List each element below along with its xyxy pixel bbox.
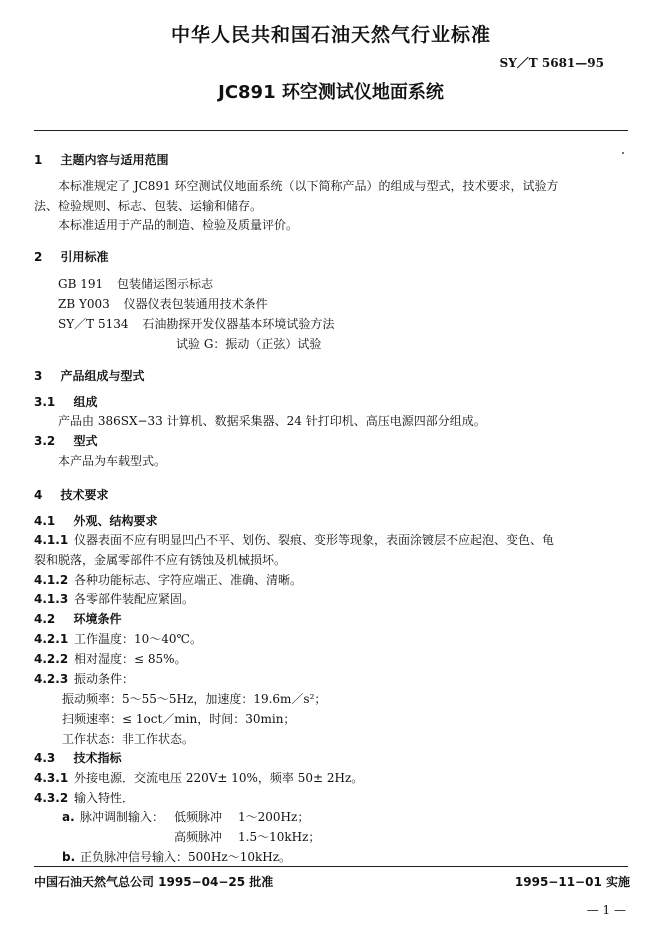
clause-text: 输入特性． [74,791,135,805]
implementation-line: 1995−11−01 实施 [514,875,630,889]
section-number: 4 [34,488,43,502]
reference-name: 石油勘探开发仪器基本环境试验方法 [142,317,335,331]
standard-title: 中华人民共和国石油天然气行业标准 [170,24,491,46]
subsection-title: 型式 [73,434,98,448]
reference-code: GB 191 [58,277,104,291]
item-text: 正负脉冲信号输入：500Hz～10kHz。 [80,850,292,864]
clause-number: 4.3.1 [34,771,69,785]
subsection-4-3-heading [34,749,121,766]
paragraph: 裂和脱落，金属零部件不应有锈蚀及机械损坏。 [34,553,287,567]
clause-text: 各种功能标志、字符应端正、准确、清晰。 [74,573,303,587]
subsection-number: 3.1 [34,395,56,409]
clause-number: 4.2.3 [34,672,69,686]
vibration-line: 工作状态：非工作状态。 [62,732,195,746]
reference-item [58,295,268,312]
low-freq-label: 低频脉冲 [174,810,223,824]
clause-4-3-2 [34,789,134,806]
reference-name: 包装储运图示标志 [116,277,213,291]
section-4-heading [34,486,109,503]
high-freq-label: 高频脉冲 [174,830,223,844]
clause-number: 4.2.2 [34,652,69,666]
item-label: b. [62,850,76,864]
section-number: 3 [34,369,43,383]
section-number: 2 [34,250,43,264]
section-3-heading [34,367,145,384]
subsection-title: 外观、结构要求 [73,514,158,528]
section-title: 引用标准 [60,250,109,264]
clause-4-1-1 [34,531,554,548]
clause-text: 振动条件： [74,672,135,686]
standard-code: SY／T 5681—95 [499,56,604,70]
subsection-title: 组成 [73,395,98,409]
subsection-number: 4.3 [34,751,56,765]
clause-text: 相对湿度：≤ 85%。 [74,652,187,666]
paragraph: 本产品为车载型式。 [58,454,167,468]
subsection-number: 3.2 [34,434,56,448]
input-item-a [62,808,164,825]
subsection-4-2-heading [34,610,121,627]
scan-speck [622,152,624,154]
subsection-number: 4.2 [34,612,56,626]
clause-4-1-3 [34,590,194,607]
reference-item [58,315,334,332]
item-label: a. [62,810,75,824]
clause-4-2-3 [34,670,134,687]
clause-number: 4.1.3 [34,592,69,606]
document-title: JC891 环空测试仪地面系统 [218,82,444,103]
reference-code: SY／T 5134 [58,317,129,331]
header-rule [34,130,628,131]
subsection-4-1-heading [34,512,157,529]
section-title: 技术要求 [60,488,109,502]
footer-rule [34,866,628,867]
clause-4-2-1 [34,630,202,647]
vibration-line: 扫频速率：≤ 1oct／min，时间：30min； [62,712,296,726]
paragraph: 产品由 386SX−33 计算机、数据采集器、24 针打印机、高压电源四部分组成。 [58,414,486,428]
section-title: 产品组成与型式 [60,369,145,383]
clause-4-3-1 [34,769,363,786]
low-freq-value: 1～200Hz； [238,810,310,824]
paragraph: 本标准适用于产品的制造、检验及质量评价。 [58,218,299,232]
page-number: — 1 — [586,903,626,917]
vibration-line: 振动频率：5～55～5Hz，加速度：19.6m／s²； [62,692,327,706]
clause-text: 外接电源．交流电压 220V± 10%，频率 50± 2Hz。 [74,771,364,785]
subsection-title: 环境条件 [73,612,122,626]
subsection-3-1-heading [34,393,97,410]
clause-number: 4.1.1 [34,533,69,547]
paragraph: 本标准规定了 JC891 环空测试仪地面系统（以下简称产品）的组成与型式，技术要求，试验方 [58,179,559,193]
clause-text: 仪器表面不应有明显凹凸不平、划伤、裂痕、变形等现象，表面涂镀层不应起泡、变色、龟 [74,533,555,547]
input-item-b [62,848,291,865]
clause-text: 工作温度：10～40℃。 [74,632,202,646]
subsection-number: 4.1 [34,514,56,528]
section-number: 1 [34,153,43,167]
reference-item [58,275,213,292]
reference-extra: 试验 G：振动（正弦）试验 [176,337,322,351]
clause-text: 各零部件装配应紧固。 [74,592,195,606]
clause-4-2-2 [34,650,187,667]
reference-name: 仪器仪表包装通用技术条件 [123,297,268,311]
clause-number: 4.3.2 [34,791,69,805]
section-1-heading [34,151,169,168]
subsection-title: 技术指标 [73,751,122,765]
paragraph: 法、检验规则、标志、包装、运输和储存。 [34,199,263,213]
clause-number: 4.2.1 [34,632,69,646]
item-text: 脉冲调制输入： [80,810,165,824]
high-freq-value: 1.5～10kHz； [238,830,321,844]
subsection-3-2-heading [34,432,97,449]
section-2-heading [34,248,109,265]
clause-4-1-2 [34,571,302,588]
reference-code: ZB Y003 [58,297,110,311]
approval-line: 中国石油天然气总公司 1995−04−25 批准 [34,875,274,889]
section-title: 主题内容与适用范围 [60,153,169,167]
clause-number: 4.1.2 [34,573,69,587]
